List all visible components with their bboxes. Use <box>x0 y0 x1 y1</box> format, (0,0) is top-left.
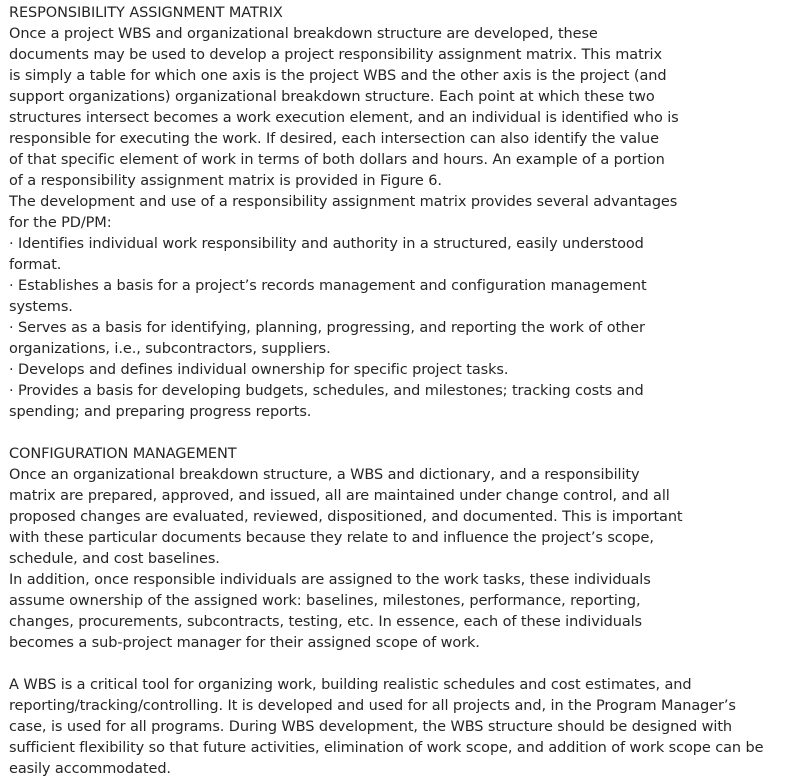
text-line: schedule, and cost baselines. <box>9 551 220 567</box>
text-line: reporting/tracking/controlling. It is developed and used for all projects and, in the Program Manager’s <box>9 698 736 714</box>
text-line: of that specific element of work in terms of both dollars and hours. An example of a portion <box>9 152 665 168</box>
text-line: easily accommodated. <box>9 761 171 777</box>
text-line: format. <box>9 257 62 273</box>
text-line: · Identifies individual work responsibility and authority in a structured, easily understood <box>9 236 644 252</box>
text-line: is simply a table for which one axis is the project WBS and the other axis is the project (and <box>9 68 667 84</box>
text-line: of a responsibility assignment matrix is provided in Figure 6. <box>9 173 442 189</box>
text-line: assume ownership of the assigned work: baselines, milestones, performance, reporting, <box>9 593 641 609</box>
text-line: · Provides a basis for developing budgets, schedules, and milestones; tracking costs and <box>9 383 644 399</box>
section-spacer <box>9 654 793 675</box>
section-heading-responsibility-matrix <box>9 3 793 24</box>
text-line: documents may be used to develop a project responsibility assignment matrix. This matrix <box>9 47 662 63</box>
section-spacer <box>9 423 793 444</box>
text-line: support organizations) organizational breakdown structure. Each point at which these two <box>9 89 655 105</box>
list-item <box>9 276 793 318</box>
text-line: In addition, once responsible individuals are assigned to the work tasks, these individuals <box>9 572 651 588</box>
text-line: Once a project WBS and organizational breakdown structure are developed, these <box>9 26 598 42</box>
text-line: · Establishes a basis for a project’s records management and configuration management <box>9 278 647 294</box>
text-line: The development and use of a responsibility assignment matrix provides several advantages <box>9 194 678 210</box>
text-line: A WBS is a critical tool for organizing work, building realistic schedules and cost estimates, and <box>9 677 692 693</box>
paragraph-matrix-intro <box>9 24 793 192</box>
document-body <box>9 3 793 780</box>
text-line: case, is used for all programs. During WBS development, the WBS structure should be designed with <box>9 719 732 735</box>
text-line: responsible for executing the work. If desired, each intersection can also identify the value <box>9 131 659 147</box>
text-line: with these particular documents because they relate to and influence the project’s scope, <box>9 530 654 546</box>
paragraph-wbs-tool <box>9 675 793 780</box>
paragraph-change-control <box>9 465 793 570</box>
list-item <box>9 360 793 381</box>
paragraph-ownership <box>9 570 793 654</box>
heading-text: CONFIGURATION MANAGEMENT <box>9 446 237 462</box>
text-line: becomes a sub-project manager for their assigned scope of work. <box>9 635 480 651</box>
list-item <box>9 381 793 423</box>
advantages-list <box>9 234 793 423</box>
text-line: proposed changes are evaluated, reviewed, dispositioned, and documented. This is important <box>9 509 683 525</box>
text-line: · Serves as a basis for identifying, planning, progressing, and reporting the work of other <box>9 320 645 336</box>
list-item <box>9 234 793 276</box>
paragraph-advantages <box>9 192 793 234</box>
text-line: for the PD/PM: <box>9 215 112 231</box>
text-line: sufficient flexibility so that future activities, elimination of work scope, and addition of work scope can be <box>9 740 764 756</box>
text-line: organizations, i.e., subcontractors, suppliers. <box>9 341 331 357</box>
text-line: · Develops and defines individual ownership for specific project tasks. <box>9 362 509 378</box>
text-line: systems. <box>9 299 73 315</box>
text-line: spending; and preparing progress reports. <box>9 404 312 420</box>
list-item <box>9 318 793 360</box>
text-line: structures intersect becomes a work execution element, and an individual is identified who is <box>9 110 679 126</box>
text-line: matrix are prepared, approved, and issued, all are maintained under change control, and all <box>9 488 670 504</box>
section-heading-configuration-management <box>9 444 793 465</box>
heading-text: RESPONSIBILITY ASSIGNMENT MATRIX <box>9 5 283 21</box>
text-line: changes, procurements, subcontracts, testing, etc. In essence, each of these individuals <box>9 614 642 630</box>
text-line: Once an organizational breakdown structure, a WBS and dictionary, and a responsibility <box>9 467 640 483</box>
